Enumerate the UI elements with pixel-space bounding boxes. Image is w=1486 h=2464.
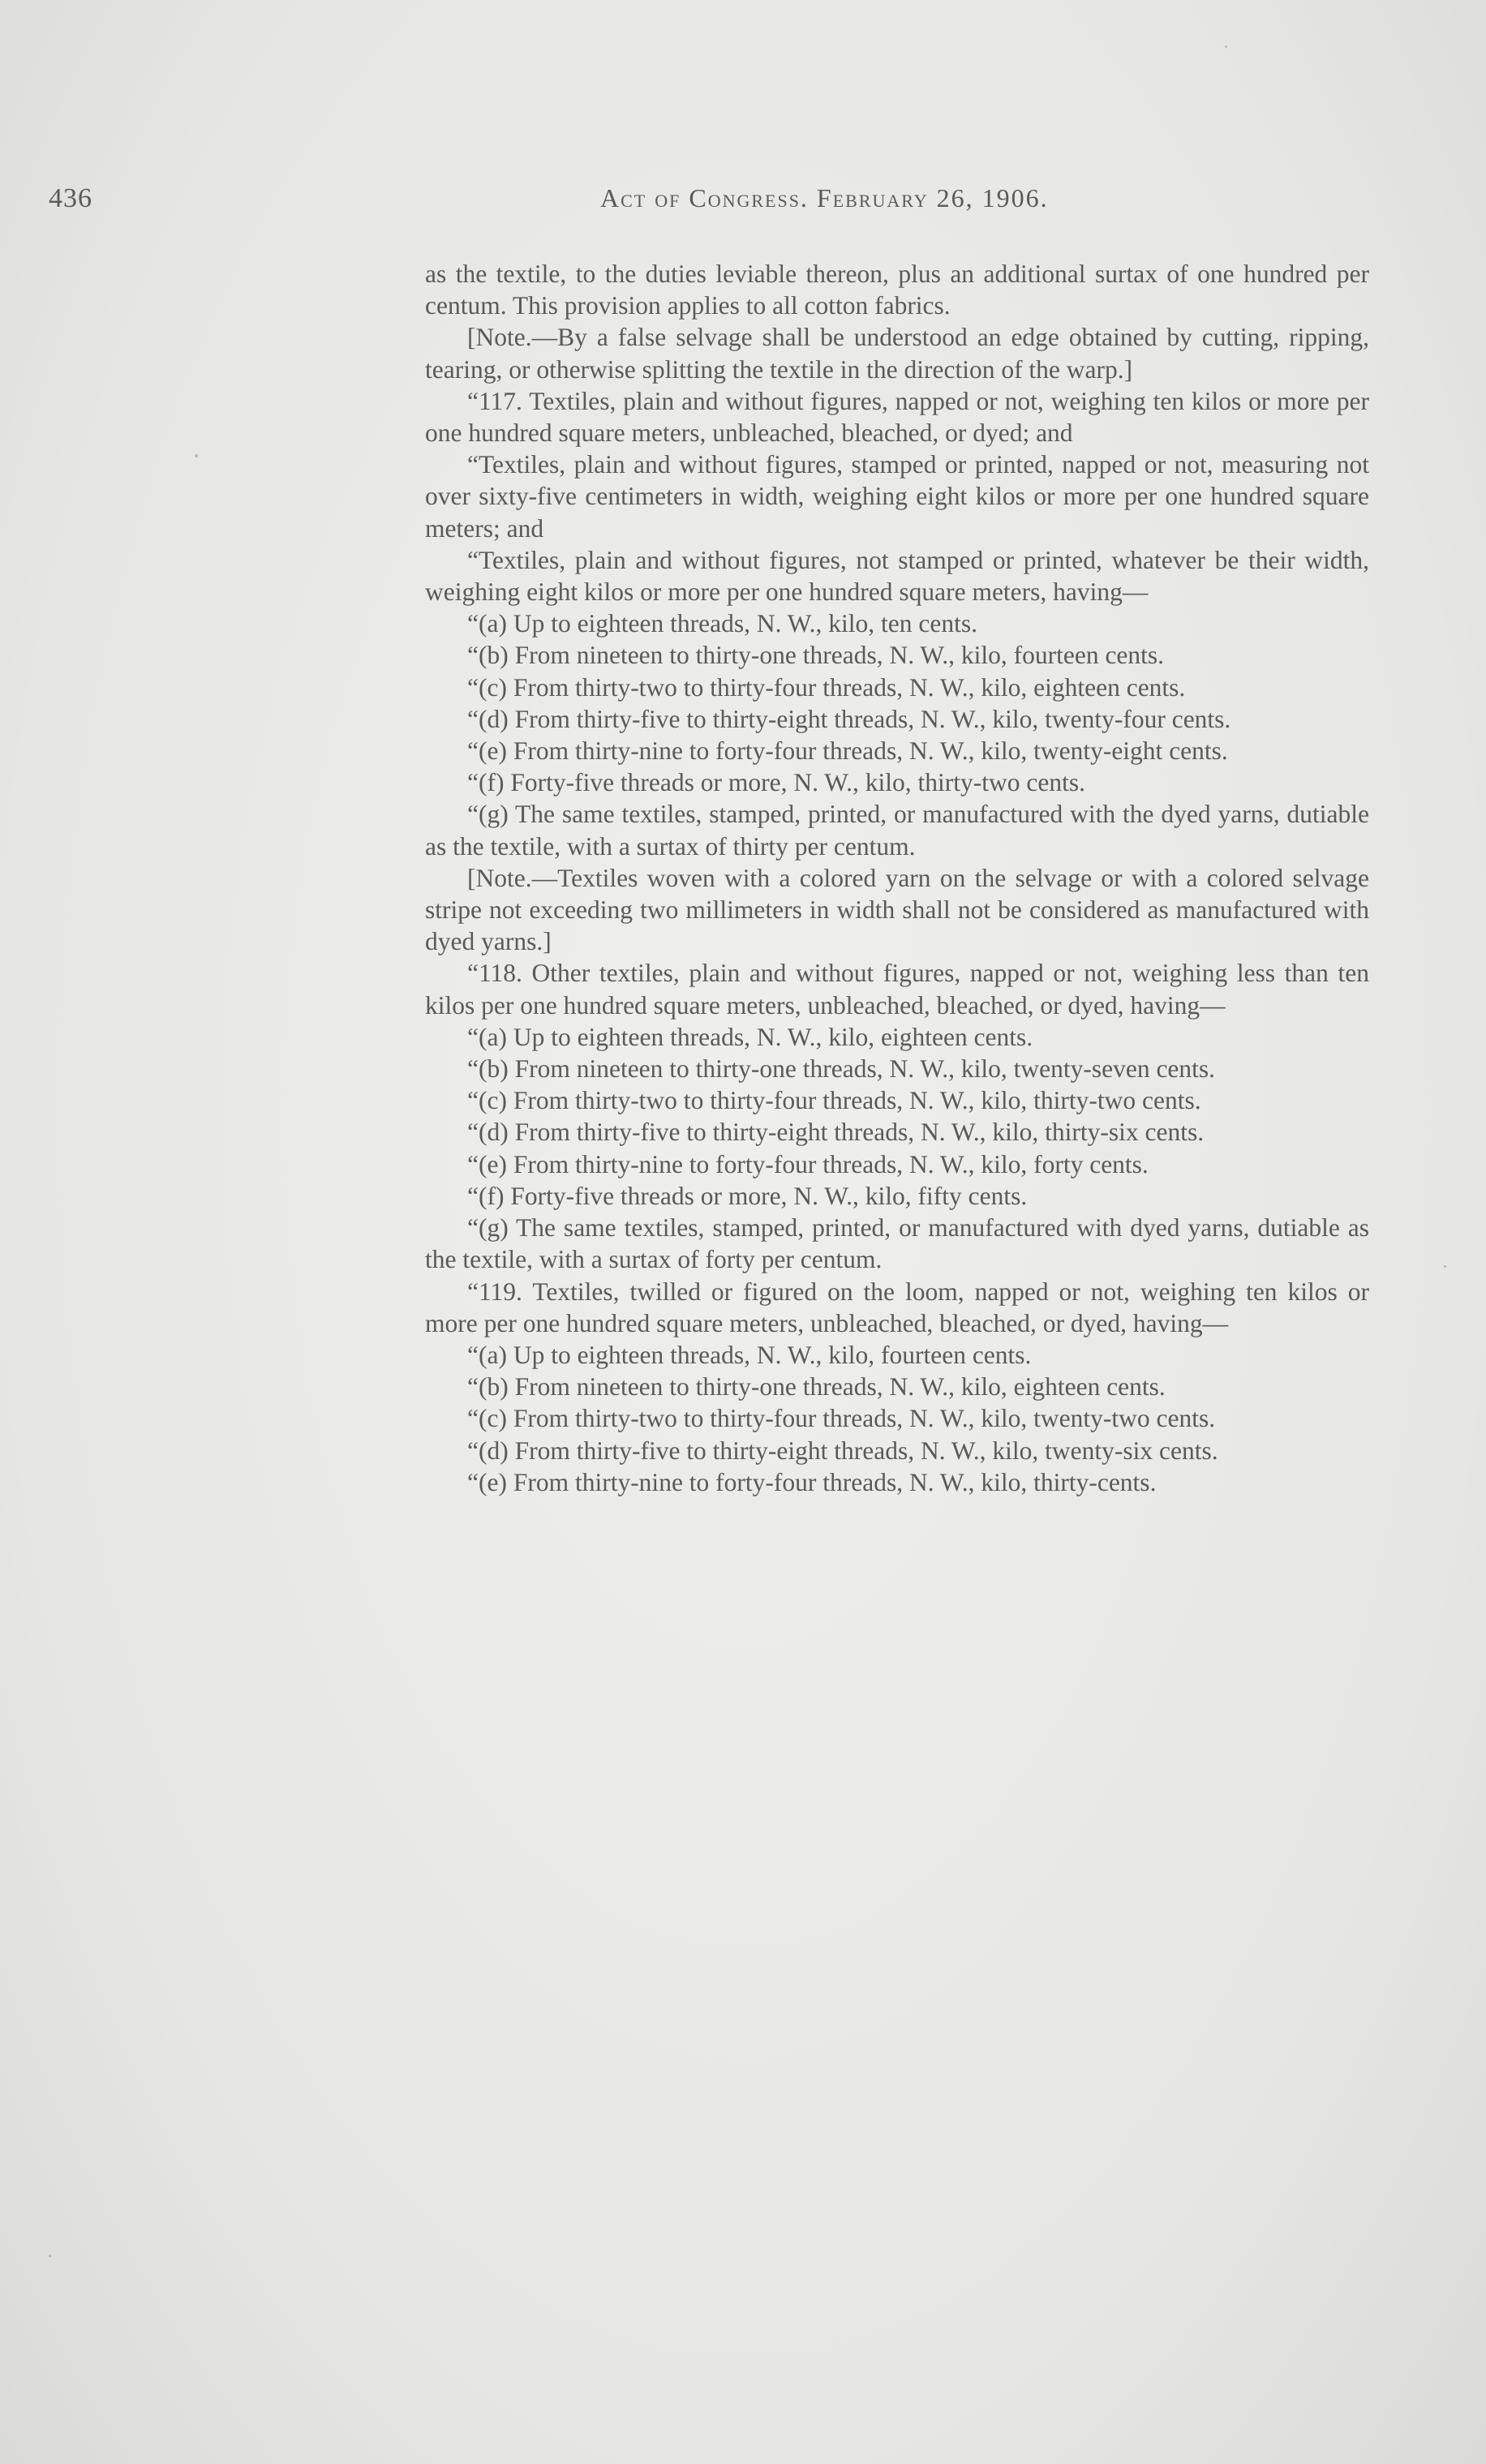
subclause-paragraph: “(b) From nineteen to thirty-one threads, N. W., kilo, twenty-seven cents.	[467, 1054, 1216, 1084]
text-paragraph: “Textiles, plain and without figures, stamped or printed, napped or not, measuring not over sixty-five centimeters in width, weighing eight kilos or more per one hundred square meters; and	[425, 450, 1369, 543]
page-number: 436	[49, 183, 92, 213]
subclause-paragraph: “(a) Up to eighteen threads, N. W., kilo, eighteen cents.	[467, 1022, 1033, 1051]
subclause-paragraph: “(f) Forty-five threads or more, N. W., kilo, fifty cents.	[467, 1181, 1028, 1210]
text-paragraph: “117. Textiles, plain and without figures, napped or not, weighing ten kilos or more per one hundred square meters, unbleached, bleached, or dyed; and	[425, 386, 1369, 448]
subclause-paragraph: “(e) From thirty-nine to forty-four threads, N. W., kilo, forty cents.	[467, 1149, 1149, 1178]
page-header	[49, 183, 1265, 216]
text-paragraph: “118. Other textiles, plain and without figures, napped or not, weighing less than ten kilos per one hundred square meters, unbleached, bleached, or dyed, having—	[425, 959, 1369, 1020]
paper-speck	[49, 2255, 51, 2257]
subclause-paragraph: “(a) Up to eighteen threads, N. W., kilo, fourteen cents.	[467, 1340, 1032, 1369]
subclause-paragraph: “(d) From thirty-five to thirty-eight threads, N. W., kilo, thirty-six cents.	[467, 1118, 1205, 1147]
note-paragraph: [Note.—By a false selvage shall be understood an edge obtained by cutting, ripping, tearing, or otherwise splitting the textile in the direction of the warp.]	[425, 323, 1369, 384]
subclause-paragraph: “(a) Up to eighteen threads, N. W., kilo, ten cents.	[467, 609, 977, 638]
subclause-paragraph: “(c) From thirty-two to thirty-four threads, N. W., kilo, eighteen cents.	[467, 672, 1186, 702]
subclause-paragraph: “(g) The same textiles, stamped, printed, or manufactured with dyed yarns, dutiable as the textile, with a surtax of forty per centum.	[425, 1213, 1369, 1274]
note-paragraph: [Note.—Textiles woven with a colored yarn on the selvage or with a colored selvage stripe not exceeding two millimeters in width shall not be considered as manufactured with dyed yarns.]	[425, 863, 1369, 956]
subclause-paragraph: “(e) From thirty-nine to forty-four threads, N. W., kilo, thirty-cents.	[467, 1467, 1157, 1496]
subclause-paragraph: “(e) From thirty-nine to forty-four threads, N. W., kilo, twenty-eight cents.	[467, 736, 1228, 766]
subclause-paragraph: “(g) The same textiles, stamped, printed, or manufactured with the dyed yarns, dutiable as the textile, with a surtax of thirty per centum.	[425, 800, 1369, 861]
text-paragraph: as the textile, to the duties leviable thereon, plus an additional surtax of one hundred per centum. This provision applies to all cotton fabrics.	[425, 260, 1369, 320]
running-head: Act of Congress. February 26, 1906.	[600, 183, 1049, 212]
subclause-paragraph: “(f) Forty-five threads or more, N. W., kilo, thirty-two cents.	[467, 768, 1085, 797]
subclause-paragraph: “(b) From nineteen to thirty-one threads, N. W., kilo, fourteen cents.	[467, 641, 1165, 670]
subclause-paragraph: “(d) From thirty-five to thirty-eight threads, N. W., kilo, twenty-six cents.	[467, 1436, 1218, 1465]
body-text	[425, 258, 1369, 1498]
subclause-paragraph: “(d) From thirty-five to thirty-eight threads, N. W., kilo, twenty-four cents.	[467, 704, 1231, 733]
text-paragraph: “Textiles, plain and without figures, not stamped or printed, whatever be their width, weighing eight kilos or more per one hundred square meters, having—	[425, 545, 1369, 607]
subclause-paragraph: “(b) From nineteen to thirty-one threads, N. W., kilo, eighteen cents.	[467, 1372, 1166, 1402]
subclause-paragraph: “(c) From thirty-two to thirty-four threads, N. W., kilo, thirty-two cents.	[467, 1086, 1201, 1115]
paper-speck	[195, 454, 198, 457]
paper-speck	[1444, 1265, 1446, 1268]
subclause-paragraph: “(c) From thirty-two to thirty-four threads, N. W., kilo, twenty-two cents.	[467, 1404, 1216, 1433]
text-paragraph: “119. Textiles, twilled or figured on the loom, napped or not, weighing ten kilos or more per one hundred square meters, unbleached, bleached, or dyed, having—	[425, 1277, 1369, 1337]
paper-speck	[1225, 45, 1227, 48]
